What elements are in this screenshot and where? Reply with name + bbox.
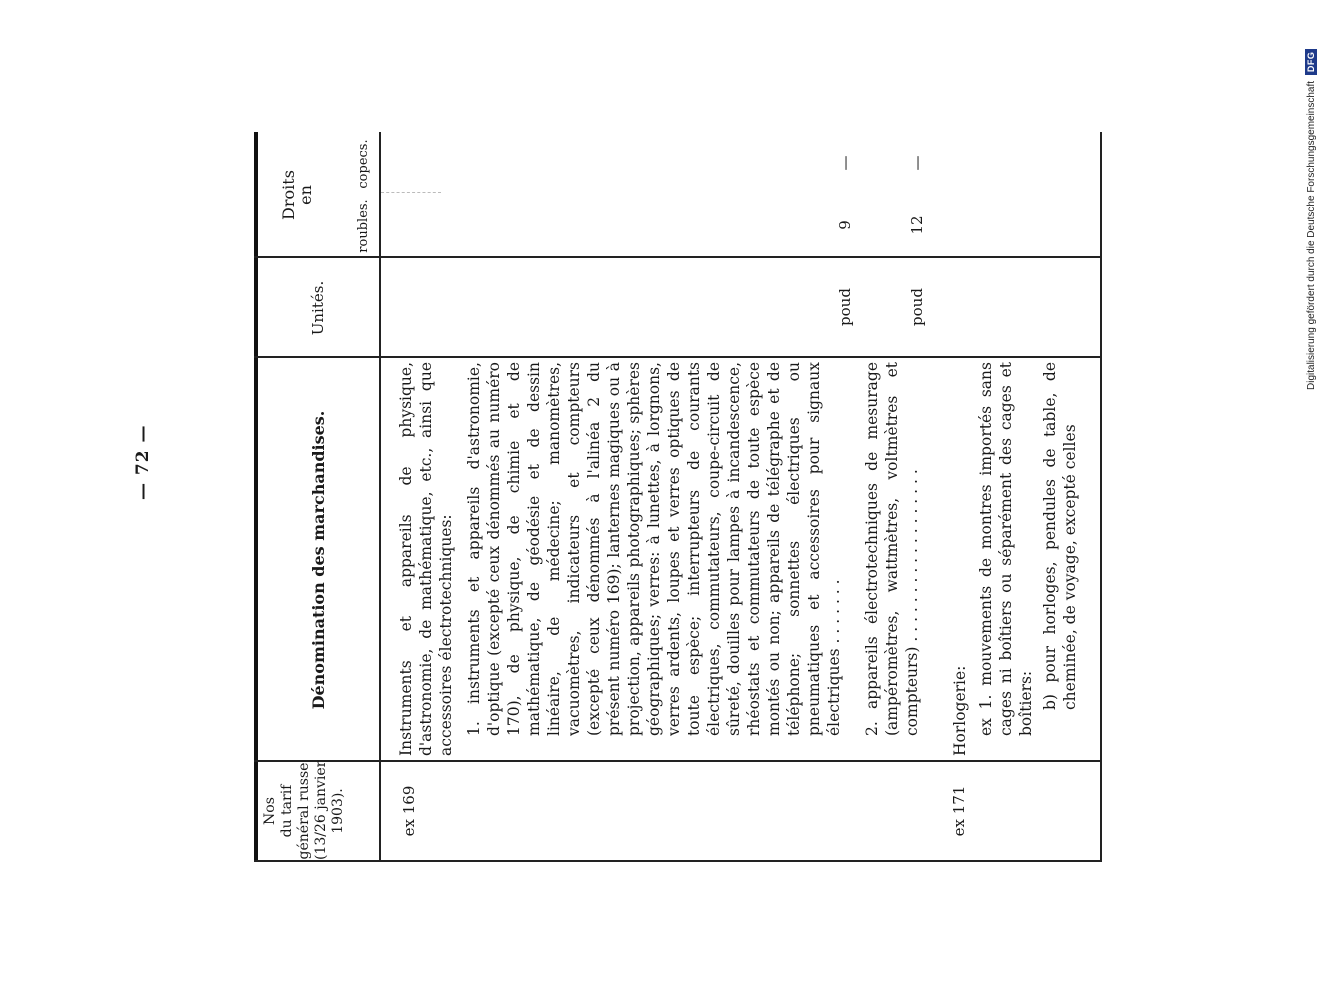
column-divider-tarif [254, 760, 1102, 762]
header-unites: Unités. [309, 280, 327, 336]
table-header-rule [379, 132, 381, 862]
table-top-rule [254, 132, 258, 862]
column-divider-unites [254, 256, 1102, 258]
table-left-border [254, 860, 1102, 862]
header-tarif-line: 1903). [330, 788, 346, 834]
dfg-logo: DFG [1305, 49, 1317, 76]
unit-poud-1: poud [836, 288, 854, 326]
header-tarif-line: Nos [262, 797, 278, 825]
roubles-value-1: 9 [836, 220, 854, 230]
digitization-stamp [1305, 49, 1317, 390]
row-169-item-1: 1. instruments et appareils d'astronomie, d'optique (excepté ceux dénommés au numéro 170), de physique, de chimie et de mathématique, de géodésie et de dessin linéaire, de médecine; manomètres, vacuomètres, indicateurs et compteurs (excepté ceux dénommés à l'alinéa 2 du présent numéro 169); lanternes magiques ou à projection, appareils photographiques; sphères géographiques; verres: à lunettes, à lorgnons, verres ardents, loupes et verres optiques de toute espèce; interrupteurs de courants électriques, commutateurs, coupe-circuit de sûreté, douilles pour lampes à incandescence, rhéostats et commutateurs de toute espèce montés ou non; appareils de télégraphe et de téléphone; sonnettes électriques ou pneumatiques et accessoires pour signaux électriques . . . . . . . [465, 362, 843, 736]
roubles-value-2: 12 [908, 215, 926, 235]
column-divider-denomination [254, 356, 1102, 358]
row-171-item-b: b) pour horloges, pendules de table, de cheminée, de voyage, excepté celles [1041, 362, 1079, 710]
header-tarif-line: (13/26 janvier [313, 760, 329, 860]
copecs-value-2: — [908, 155, 926, 171]
header-tarif [262, 762, 347, 860]
header-roubles: roubles. [356, 199, 371, 253]
stamp-text: Digitalisierung gefördert durch die Deutsche Forschungsgemeinschaft [1306, 80, 1317, 390]
row-tarif-171: ex 171 [950, 785, 968, 837]
droits-divider [381, 192, 441, 194]
copecs-value-1: — [836, 155, 854, 171]
unit-poud-2: poud [908, 288, 926, 326]
header-droits-title: Droits [279, 170, 298, 220]
row-171-title: Horlogerie: [951, 665, 969, 756]
header-tarif-line: du tarif [279, 784, 295, 838]
row-169-intro: Instruments et appareils de physique, d'astronomie, de mathématique, etc., ainsi que accessoires électrotechniques: [397, 362, 455, 756]
table-bottom-rule [1100, 132, 1102, 862]
page-number: — 72 — [133, 424, 153, 500]
header-copecs: copecs. [356, 139, 371, 189]
row-tarif-169: ex 169 [400, 785, 418, 837]
header-tarif-line: général russe [296, 762, 312, 860]
row-171-item-1: ex 1. mouvements de montres importés sans cages ni boîtiers ou séparément des cages et boîtiers: [977, 362, 1035, 736]
header-droits [280, 134, 314, 256]
header-droits-en: en [296, 185, 315, 205]
header-denomination: Dénomination des marchandises. [309, 410, 328, 710]
row-169-item-2: 2. appareils électrotechniques de mesurage (ampéromètres, wattmètres, voltmètres et compteurs) . . . . . . . . . . . . . . . . . . [863, 362, 921, 736]
